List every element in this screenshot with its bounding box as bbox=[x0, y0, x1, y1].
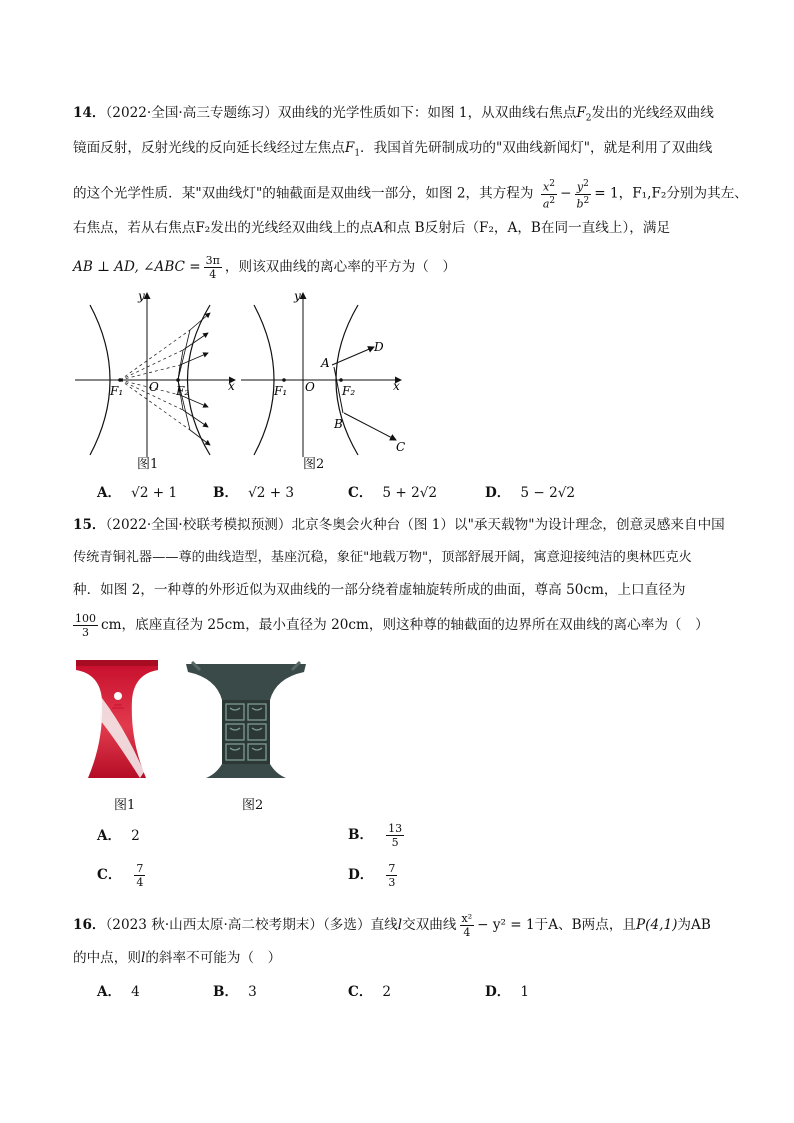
svg-text:A: A bbox=[321, 356, 330, 370]
q15-option-c[interactable]: C． $\frac{7}{4}$ bbox=[97, 862, 144, 889]
q14-figure1 bbox=[70, 285, 245, 460]
svg-text:F₂: F₂ bbox=[342, 384, 356, 398]
q14-option-b[interactable]: B． √2 + 3 bbox=[213, 485, 295, 501]
q14-source: （2022·全国·高三专题练习） bbox=[105, 105, 278, 121]
q14-line5: AB ⊥ AD, ∠ABC = $\frac{3\pi}{4}$ ，则该双曲线的离心率的平方为（ ） bbox=[73, 254, 456, 281]
q14-option-c[interactable]: C． 5 + 2√2 bbox=[348, 485, 438, 501]
svg-text:C: C bbox=[396, 440, 406, 454]
q15-fig2-caption: 图2 bbox=[242, 798, 264, 813]
q14-option-a[interactable]: A． √2 + 1 bbox=[97, 485, 178, 501]
q14-line2: 镜面反射，反射光线的反向延长线经过左焦点$F_1$．我国首先研制成功的"双曲线新闻灯"，就是利用了双曲线 bbox=[73, 140, 713, 159]
q16-line1: 16．（2023 秋·山西太原·高二校考期末）（多选）直线l交双曲线 $\frac{\text{x²}}{4}$ − y² = 1于A、B两点，且P(4,1)为AB bbox=[73, 912, 711, 939]
q15-diameter-frac: $\frac{100}{3}$ bbox=[75, 612, 96, 639]
svg-text:y: y bbox=[138, 289, 145, 303]
fig1-rays bbox=[178, 313, 210, 445]
q14-line1: 14．（2022·全国·高三专题练习）双曲线的光学性质如下：如图 1，从双曲线右焦点$F_2$发出的光线经双曲线 bbox=[73, 105, 714, 124]
svg-text:y: y bbox=[294, 289, 301, 303]
q15-option-d[interactable]: D． $\frac{7}{3}$ bbox=[348, 862, 396, 889]
q15-line3: 种．如图 2，一种尊的外形近似为双曲线的一部分绕着虚轴旋转所成的曲面，尊高 50cm，上口直径为 bbox=[73, 582, 686, 598]
q14-figure2 bbox=[236, 285, 411, 460]
q15-fig1-caption: 图1 bbox=[114, 798, 136, 813]
q15-line2: 传统青铜礼器——尊的曲线造型，基座沉稳，象征"地载万物"，顶部舒展开阔，寓意迎接纯洁的奥林匹克火 bbox=[73, 550, 692, 565]
q15-line4: $\frac{100}{3}$ cm，底座直径为 25cm，最小直径为 20cm，则这种尊的轴截面的边界所在双曲线的离心率为（ ） bbox=[75, 612, 709, 639]
q14-line4: 右焦点，若从右焦点F₂发出的光线经双曲线上的点A和点 B反射后（F₂，A，B在同一直线上），满足 bbox=[73, 220, 671, 236]
q14-angle-frac: $\frac{3\pi}{4}$ bbox=[205, 254, 220, 281]
q14-option-d[interactable]: D． 5 − 2√2 bbox=[485, 485, 576, 501]
svg-text:O: O bbox=[149, 380, 159, 394]
svg-text:O: O bbox=[305, 380, 315, 394]
svg-text:F₁: F₁ bbox=[110, 384, 124, 398]
q14-number: 14． bbox=[73, 105, 106, 121]
svg-text:D: D bbox=[374, 340, 384, 354]
svg-text:F₁: F₁ bbox=[274, 384, 288, 398]
q16-line2: 的中点，则l的斜率不可能为（ ） bbox=[73, 950, 282, 966]
q16-option-d[interactable]: D． 1 bbox=[485, 984, 530, 1000]
svg-text:B: B bbox=[334, 417, 343, 431]
q14-fig1-caption: 图1 bbox=[137, 457, 159, 472]
svg-text:x: x bbox=[393, 379, 400, 393]
q15-line1: 15．（2022·全国·校联考模拟预测）北京冬奥会火种台（图 1）以"承天载物"为设计理念，创意灵感来自中国 bbox=[73, 517, 725, 533]
q16-option-a[interactable]: A． 4 bbox=[97, 984, 140, 1000]
q15-option-a[interactable]: A． 2 bbox=[97, 828, 140, 844]
q14-fig2-caption: 图2 bbox=[303, 457, 325, 472]
q15-torch-stand-image bbox=[76, 660, 158, 784]
q16-option-b[interactable]: B． 3 bbox=[213, 984, 257, 1000]
q14-line3: 的这个光学性质．某"双曲线灯"的轴截面是双曲线一部分，如图 2，其方程为 $\frac{x^2}{a^2}$ − $\frac{y^2}{b^2}$ = 1，F₁,F₂分别为其左、 bbox=[73, 179, 748, 211]
q14-eq-x-frac: $\frac{x^2}{a^2}$ bbox=[542, 179, 556, 211]
svg-text:F₂: F₂ bbox=[176, 384, 190, 398]
q15-bronze-zun-image bbox=[186, 660, 306, 784]
fig2-ray-BC bbox=[344, 413, 396, 440]
svg-text:x: x bbox=[228, 379, 235, 393]
q14-eq-y-frac: $\frac{y^2}{b^2}$ bbox=[576, 179, 590, 211]
q16-option-c[interactable]: C． 2 bbox=[348, 984, 392, 1000]
q15-option-b[interactable]: B． $\frac{13}{5}$ bbox=[348, 822, 403, 849]
